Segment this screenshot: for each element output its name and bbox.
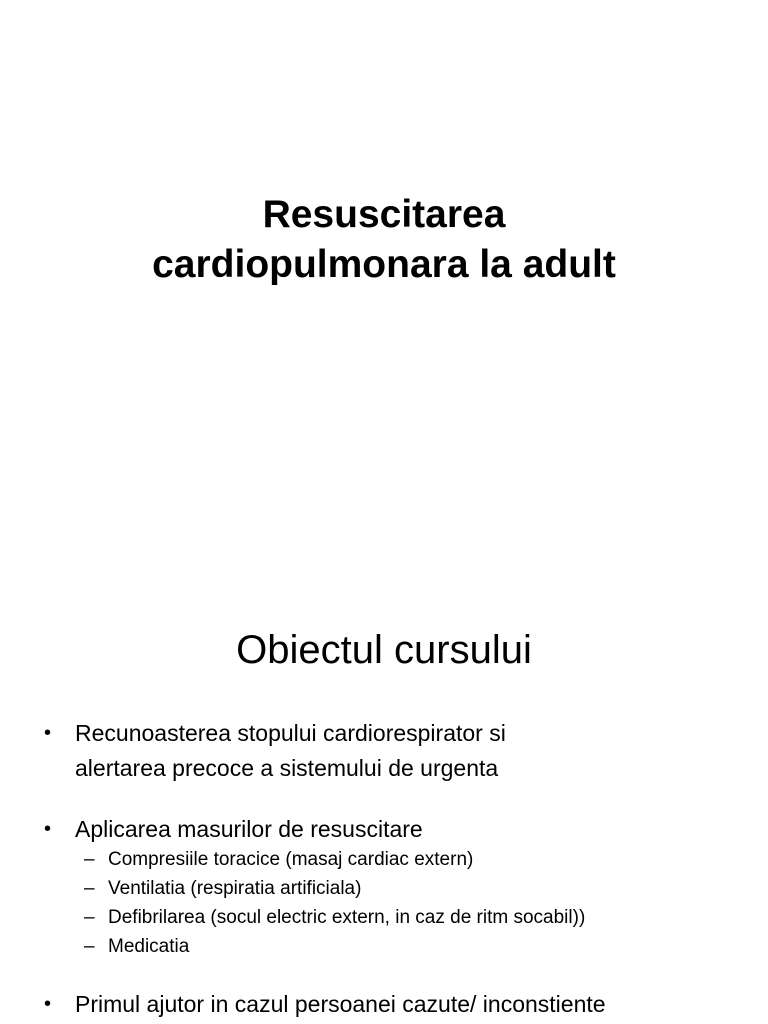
sub-bullet-item (75, 932, 768, 961)
sub-bullet-item (75, 874, 768, 903)
title-line-2: cardiopulmonara la adult (152, 243, 616, 286)
dash-icon: – (84, 849, 95, 870)
sub-bullet-text: Compresiile toracice (masaj cardiac extern) (108, 849, 474, 870)
dash-icon: – (84, 878, 95, 899)
bullet-text-line: alertarea precoce a sistemului de urgenta (75, 755, 499, 781)
bullet-text-line: Recunoasterea stopului cardiorespirator si (75, 720, 506, 746)
bullet-text-line: Aplicarea masurilor de resuscitare (75, 816, 423, 842)
bullet-icon: • (44, 818, 52, 840)
bullet-item (0, 716, 768, 786)
sub-bullet-item (75, 903, 768, 932)
sub-bullet-item (75, 845, 768, 874)
bullet-item (0, 987, 768, 1022)
sub-bullet-text: Ventilatia (respiratia artificiala) (108, 878, 362, 899)
section-title: Obiectul cursului (236, 628, 532, 672)
sub-bullet-list (75, 845, 768, 961)
dash-icon: – (84, 907, 95, 928)
title-line-1: Resuscitarea (262, 193, 506, 236)
sub-bullet-text: Medicatia (108, 936, 190, 957)
bullet-text-line: Primul ajutor in cazul persoanei cazute/ inconstiente (75, 991, 606, 1017)
dash-icon: – (84, 936, 95, 957)
bullet-list (0, 716, 768, 1024)
bullet-item (0, 812, 768, 961)
sub-bullet-text: Defibrilarea (socul electric extern, in caz de ritm socabil)) (108, 907, 586, 928)
bullet-icon: • (44, 722, 52, 744)
bullet-icon: • (44, 993, 52, 1015)
slide-title (0, 190, 768, 290)
